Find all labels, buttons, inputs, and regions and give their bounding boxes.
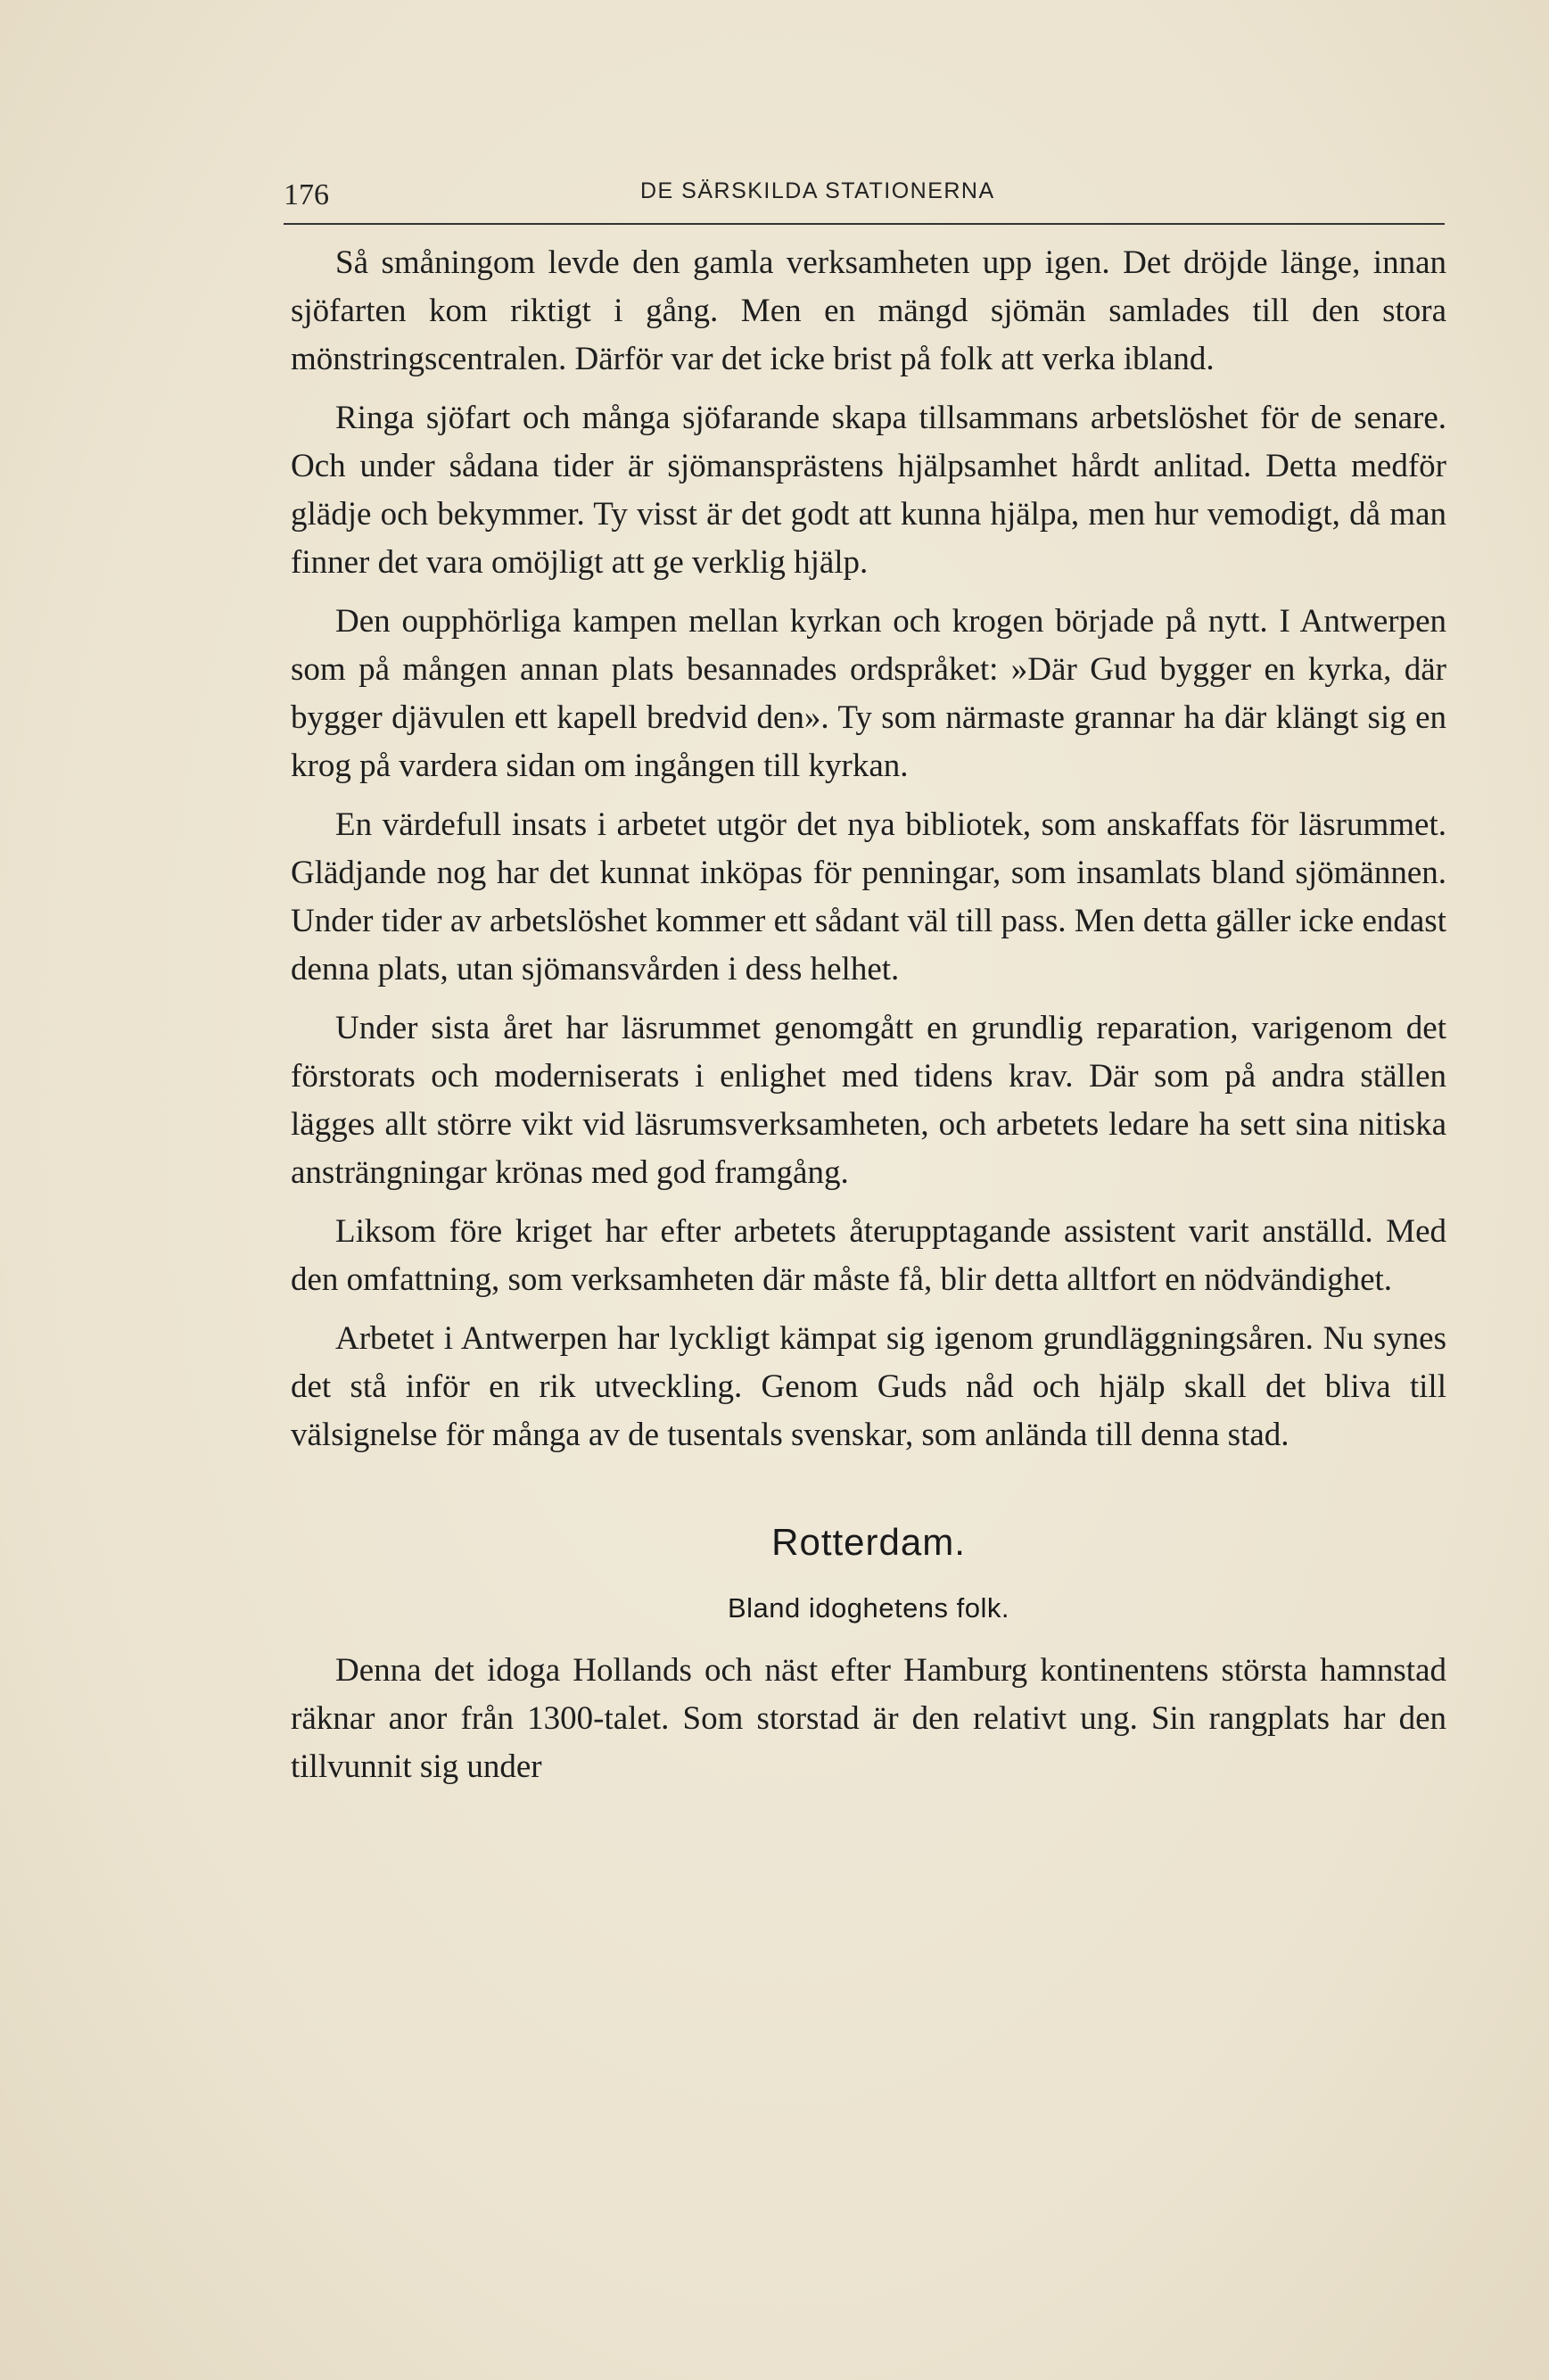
header-rule [284, 223, 1445, 225]
section-paragraph: Denna det idoga Hollands och näst efter Hamburg kontinentens största hamnstad räknar anor från 1300-talet. Som storstad är den relativt ung. Sin rangplats har den tillvunnit sig under [291, 1652, 1446, 1785]
page-header [284, 168, 1445, 230]
body-text [291, 239, 1446, 1802]
paragraph: Arbetet i Antwerpen har lyckligt kämpat sig igenom grundläggningsåren. Nu synes det stå inför en rik utveckling. Genom Guds nåd och hjälp skall det bliva till välsignelse för många av de tusentals svenskar, som anlända till denna stad. [291, 1320, 1446, 1453]
paragraph: Så småningom levde den gamla verksamheten upp igen. Det dröjde länge, innan sjöfarten kom riktigt i gång. Men en mängd sjömän samlades till den stora mönstringscentralen. Därför var det icke brist på folk att verka ibland. [291, 244, 1446, 377]
page-number: 176 [284, 178, 329, 211]
section-title: Rotterdam. [771, 1521, 966, 1563]
paragraph: Liksom före kriget har efter arbetets återupptagande assistent varit anställd. Med den omfattning, som verksamheten där måste få, blir detta alltfort en nödvändighet. [291, 1213, 1446, 1298]
paragraph: Den oupphörliga kampen mellan kyrkan och krogen började på nytt. I Antwerpen som på mången annan plats besannades ordspråket: »Där Gud bygger en kyrka, där bygger djävulen ett kapell bredvid den». Ty som närmaste grannar ha där klängt sig en krog på vardera sidan om ingången till kyrkan. [291, 603, 1446, 784]
paragraph: En värdefull insats i arbetet utgör det nya bibliotek, som anskaffats för läsrummet. Glädjande nog har det kunnat inköpas för penningar, som insamlats bland sjömännen. Under tider av arbetslöshet kommer ett sådant väl till pass. Men detta gäller icke endast denna plats, utan sjömansvården i dess helhet. [291, 806, 1446, 988]
running-head: DE SÄRSKILDA STATIONERNA [640, 178, 995, 203]
paragraph: Under sista året har läsrummet genomgått en grundlig reparation, varigenom det förstorats och moderniserats i enlighet med tidens krav. Där som på andra ställen lägges allt större vikt vid läsrumsverksamheten, och arbetets ledare ha sett sina nitiska ansträngningar krönas med god framgång. [291, 1010, 1446, 1191]
section-subtitle: Bland idoghetens folk. [727, 1592, 1010, 1624]
paragraph: Ringa sjöfart och många sjöfarande skapa tillsammans arbetslöshet för de senare. Och under sådana tider är sjömansprästens hjälpsamhet hårdt anlitad. Detta medför glädje och bekymmer. Ty visst är det godt att kunna hjälpa, men hur vemodigt, då man finner det vara omöjligt att ge verklig hjälp. [291, 400, 1446, 581]
